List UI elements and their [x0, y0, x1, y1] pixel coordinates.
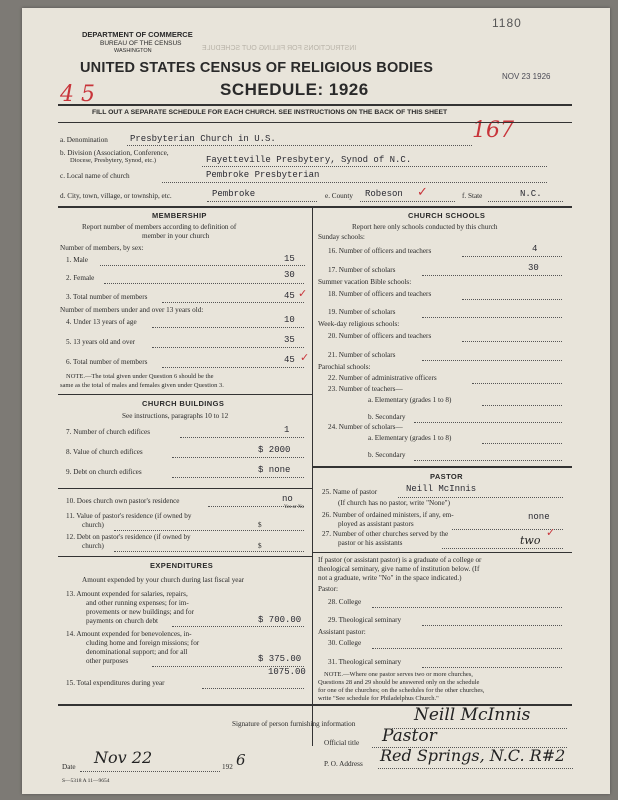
q9-line: [172, 477, 304, 478]
denomination-value: Presbyterian Church in U.S.: [130, 134, 276, 144]
q1-label: 1. Male: [66, 256, 88, 264]
q8-line: [172, 457, 304, 458]
graduate-top-rule: [312, 552, 572, 553]
q14-label-4: other purposes: [86, 657, 129, 665]
po-address-line: [378, 768, 573, 769]
membership-intro-2: member in your church: [142, 232, 210, 240]
q9-label: 9. Debt on church edifices: [66, 468, 142, 476]
q23b-label: b. Secondary: [368, 413, 406, 421]
schools-title: CHURCH SCHOOLS: [408, 211, 486, 220]
q31-line: [422, 667, 562, 668]
buildings-top-rule: [58, 394, 312, 395]
q27-line: [442, 548, 563, 549]
division-line: [202, 166, 547, 167]
q4-line: [152, 327, 304, 328]
q13-label-2: and other running expenses; for im-: [86, 599, 189, 607]
pastor-note-2: Questions 28 and 29 should be answered only on the schedule: [318, 679, 480, 686]
table-top-rule: [58, 206, 572, 208]
serial-number: 1180: [492, 16, 522, 30]
q12-value: $: [258, 542, 262, 550]
pastor-note-3: for one of the churches; on the schedules for the other churches,: [318, 687, 485, 694]
q30-line: [372, 648, 562, 649]
city-label: d. City, town, village, or township, etc.: [60, 192, 172, 200]
bleed-through-text: INSTRUCTIONS FOR FILLING OUT SCHEDULE: [202, 45, 357, 52]
po-address-label: P. O. Address: [324, 760, 363, 768]
date-label: Date: [62, 763, 76, 771]
q1-value: 15: [284, 254, 295, 264]
q5-label: 5. 13 years old and over: [66, 338, 136, 346]
q10-label: 10. Does church own pastor's residence: [66, 497, 180, 505]
q24b-label: b. Secondary: [368, 451, 406, 459]
residence-top-rule: [58, 488, 312, 489]
q13-line: [172, 626, 304, 627]
local-name-value: Pembroke Presbyterian: [206, 170, 320, 180]
county-check-mark: ✓: [417, 184, 428, 199]
q20-label: 20. Number of officers and teachers: [328, 332, 432, 340]
date-value: Nov 22: [94, 748, 153, 767]
q28-line: [372, 607, 562, 608]
q9-value: $ none: [258, 465, 291, 475]
q23-label: 23. Number of teachers—: [328, 385, 403, 393]
schools-intro: Report here only schools conducted by this church: [352, 223, 498, 231]
q26-value: none: [528, 512, 550, 522]
q10-hint: Yes or No: [284, 505, 305, 510]
q14-label-2: cluding home and foreign missions; for: [86, 639, 200, 647]
q14-value: $ 375.00: [258, 654, 302, 664]
q16-line: [462, 256, 562, 257]
q6-label: 6. Total number of members: [66, 358, 148, 366]
membership-note-2: same as the total of males and females given under Question 3.: [60, 382, 224, 389]
division-value: Fayetteville Presbytery, Synod of N.C.: [206, 155, 412, 165]
official-title-value: Pastor: [382, 726, 437, 746]
q2-line: [104, 283, 304, 284]
assistant-education-label: Assistant pastor:: [318, 628, 366, 636]
expenditures-title: EXPENDITURES: [150, 561, 214, 570]
q26-label-1: 26. Number of ordained ministers, if any, em-: [322, 511, 454, 519]
q7-label: 7. Number of church edifices: [66, 428, 151, 436]
q11-value: $: [258, 521, 262, 529]
county-value: Robeson: [365, 189, 403, 199]
q8-label: 8. Value of church edifices: [66, 448, 143, 456]
pastor-title: PASTOR: [430, 472, 463, 481]
summer-schools-label: Summer vacation Bible schools:: [318, 278, 412, 286]
q3-label: 3. Total number of members: [66, 293, 148, 301]
census-schedule-page: [22, 8, 610, 794]
county-line: [360, 201, 455, 202]
q7-value: 1: [284, 425, 290, 435]
membership-title: MEMBERSHIP: [152, 211, 207, 220]
q14-label-3: denominational support; and for all: [86, 648, 188, 656]
header-rule-bottom: [58, 122, 572, 123]
division-label-1: b. Division (Association, Conference,: [60, 149, 169, 157]
q25-hint: (If church has no pastor, write "None"): [338, 499, 450, 507]
q20-line: [462, 341, 562, 342]
q13-value: $ 700.00: [258, 615, 302, 625]
signature-value: Neill McInnis: [414, 705, 531, 725]
q22-label: 22. Number of administrative officers: [328, 374, 437, 382]
pastor-note-4: write "See schedule for Philadelphus Church.": [318, 695, 439, 702]
q29-label: 29. Theological seminary: [328, 616, 402, 624]
q7-line: [180, 437, 304, 438]
q27-value: two: [520, 534, 541, 547]
q15-value: 1075.00: [268, 667, 306, 677]
age-group-label: Number of members under and over 13 years old:: [60, 306, 204, 314]
q4-value: 10: [284, 315, 295, 325]
q30-label: 30. College: [328, 639, 362, 647]
official-title-label: Official title: [324, 739, 360, 747]
red-hand-mark-left: 4 5: [60, 82, 95, 107]
form-number: S—5318 A 11—9654: [62, 778, 110, 784]
q27-label-1: 27. Number of other churches served by the: [322, 530, 449, 538]
q17-line: [422, 275, 562, 276]
bureau-name: BUREAU OF THE CENSUS: [100, 40, 182, 47]
graduate-instruction-1: If pastor (or assistant pastor) is a graduate of a college or: [318, 556, 482, 564]
denomination-label: a. Denomination: [60, 136, 108, 144]
q18-line: [462, 299, 562, 300]
membership-intro-1: Report number of members according to definition of: [82, 223, 237, 231]
q13-label-3: provements or new buildings; and for: [86, 608, 194, 616]
q11-label-1: 11. Value of pastor's residence (if owned by: [66, 512, 192, 520]
pastor-top-rule: [312, 466, 572, 468]
q24b-line: [414, 460, 562, 461]
year-value: 6: [236, 751, 246, 769]
graduate-instruction-2: theological seminary, give name of institution below. (If: [318, 565, 480, 573]
graduate-instruction-3: not a graduate, write "No" in the space indicated.): [318, 574, 462, 582]
expenditures-top-rule: [58, 556, 312, 557]
members-by-sex-label: Number of members, by sex:: [60, 244, 144, 252]
pastor-note-1: NOTE.—Where one pastor serves two or more churches,: [324, 671, 473, 678]
q25-label: 25. Name of pastor: [322, 488, 378, 496]
instruction-line: FILL OUT A SEPARATE SCHEDULE FOR EACH CHURCH. SEE INSTRUCTIONS ON THE BACK OF THIS SHEET: [92, 109, 448, 116]
q23a-label: a. Elementary (grades 1 to 8): [368, 396, 452, 404]
q1-line: [100, 265, 305, 266]
q5-line: [152, 347, 304, 348]
q24a-label: a. Elementary (grades 1 to 8): [368, 434, 452, 442]
sunday-schools-label: Sunday schools:: [318, 233, 365, 241]
q25-value: Neill McInnis: [406, 484, 477, 494]
red-hand-mark-right: 167: [472, 118, 514, 143]
q13-label-4: payments on church debt: [86, 617, 159, 625]
state-value: N.C.: [520, 189, 542, 199]
division-label-2: Diocese, Presbytery, Synod, etc.): [70, 157, 157, 164]
expenditures-intro: Amount expended by your church during last fiscal year: [82, 576, 245, 584]
q14-label-1: 14. Amount expended for benevolences, in-: [66, 630, 192, 638]
state-line: [488, 201, 563, 202]
q28-label: 28. College: [328, 598, 362, 606]
q3-check-mark: ✓: [298, 288, 308, 300]
q3-line: [162, 302, 304, 303]
q31-label: 31. Theological seminary: [328, 658, 402, 666]
membership-note-1: NOTE.—The total given under Question 6 should be the: [66, 373, 214, 380]
q10-value: no: [282, 494, 293, 504]
received-date-stamp: NOV 23 1926: [502, 72, 551, 81]
year-prefix: 192: [222, 763, 233, 771]
q24a-line: [482, 443, 562, 444]
form-title: UNITED STATES CENSUS OF RELIGIOUS BODIES: [80, 60, 434, 76]
q23a-line: [482, 405, 562, 406]
q25-line: [398, 497, 563, 498]
q26-label-2: ployed as assistant pastors: [338, 520, 414, 528]
q23b-line: [414, 422, 562, 423]
q29-line: [422, 625, 562, 626]
form-subtitle: SCHEDULE: 1926: [220, 80, 369, 99]
q19-line: [422, 317, 562, 318]
q3-value: 45: [284, 291, 295, 301]
q15-line: [202, 688, 304, 689]
q6-check-mark: ✓: [300, 352, 310, 364]
q21-line: [422, 360, 562, 361]
county-label: e. County: [325, 192, 353, 200]
buildings-intro: See instructions, paragraphs 10 to 12: [122, 412, 229, 420]
q2-value: 30: [284, 270, 295, 280]
city-value: Pembroke: [212, 189, 256, 199]
q27-label-2: pastor or his assistants: [338, 539, 403, 547]
q8-value: $ 2000: [258, 445, 291, 455]
state-label: f. State: [462, 192, 483, 200]
column-divider: [312, 206, 313, 746]
q6-value: 45: [284, 355, 295, 365]
denomination-line: [127, 145, 472, 146]
q4-label: 4. Under 13 years of age: [66, 318, 137, 326]
q11-label-2: church): [82, 521, 104, 529]
q15-label: 15. Total expenditures during year: [66, 679, 165, 687]
local-name-line: [162, 182, 547, 183]
local-name-label: c. Local name of church: [60, 172, 130, 180]
city-line: [207, 201, 317, 202]
date-line: [80, 771, 220, 772]
q12-label-2: church): [82, 542, 104, 550]
q6-line: [162, 367, 304, 368]
weekday-schools-label: Week-day religious schools:: [318, 320, 400, 328]
q12-line: [114, 551, 304, 552]
q12-label-1: 12. Debt on pastor's residence (if owned by: [66, 533, 191, 541]
city-name: WASHINGTON: [114, 48, 152, 54]
department-name: DEPARTMENT OF COMMERCE: [82, 30, 193, 39]
q24-label: 24. Number of scholars—: [328, 423, 403, 431]
q16-label: 16. Number of officers and teachers: [328, 247, 432, 255]
q13-label-1: 13. Amount expended for salaries, repairs,: [66, 590, 188, 598]
q2-label: 2. Female: [66, 274, 95, 282]
q5-value: 35: [284, 335, 295, 345]
header-rule-top: [58, 104, 572, 106]
q27-check-mark: ✓: [546, 527, 556, 539]
po-address-value: Red Springs, N.C. R#2: [380, 746, 566, 765]
q22-line: [472, 383, 562, 384]
q18-label: 18. Number of officers and teachers: [328, 290, 432, 298]
q11-line: [114, 530, 304, 531]
buildings-title: CHURCH BUILDINGS: [142, 399, 225, 408]
q19-label: 19. Number of scholars: [328, 308, 396, 316]
signature-label: Signature of person furnishing information: [232, 720, 356, 728]
parochial-schools-label: Parochial schools:: [318, 363, 371, 371]
q17-value: 30: [528, 263, 539, 273]
q21-label: 21. Number of scholars: [328, 351, 396, 359]
q17-label: 17. Number of scholars: [328, 266, 396, 274]
pastor-education-label: Pastor:: [318, 585, 338, 593]
q16-value: 4: [532, 244, 538, 254]
